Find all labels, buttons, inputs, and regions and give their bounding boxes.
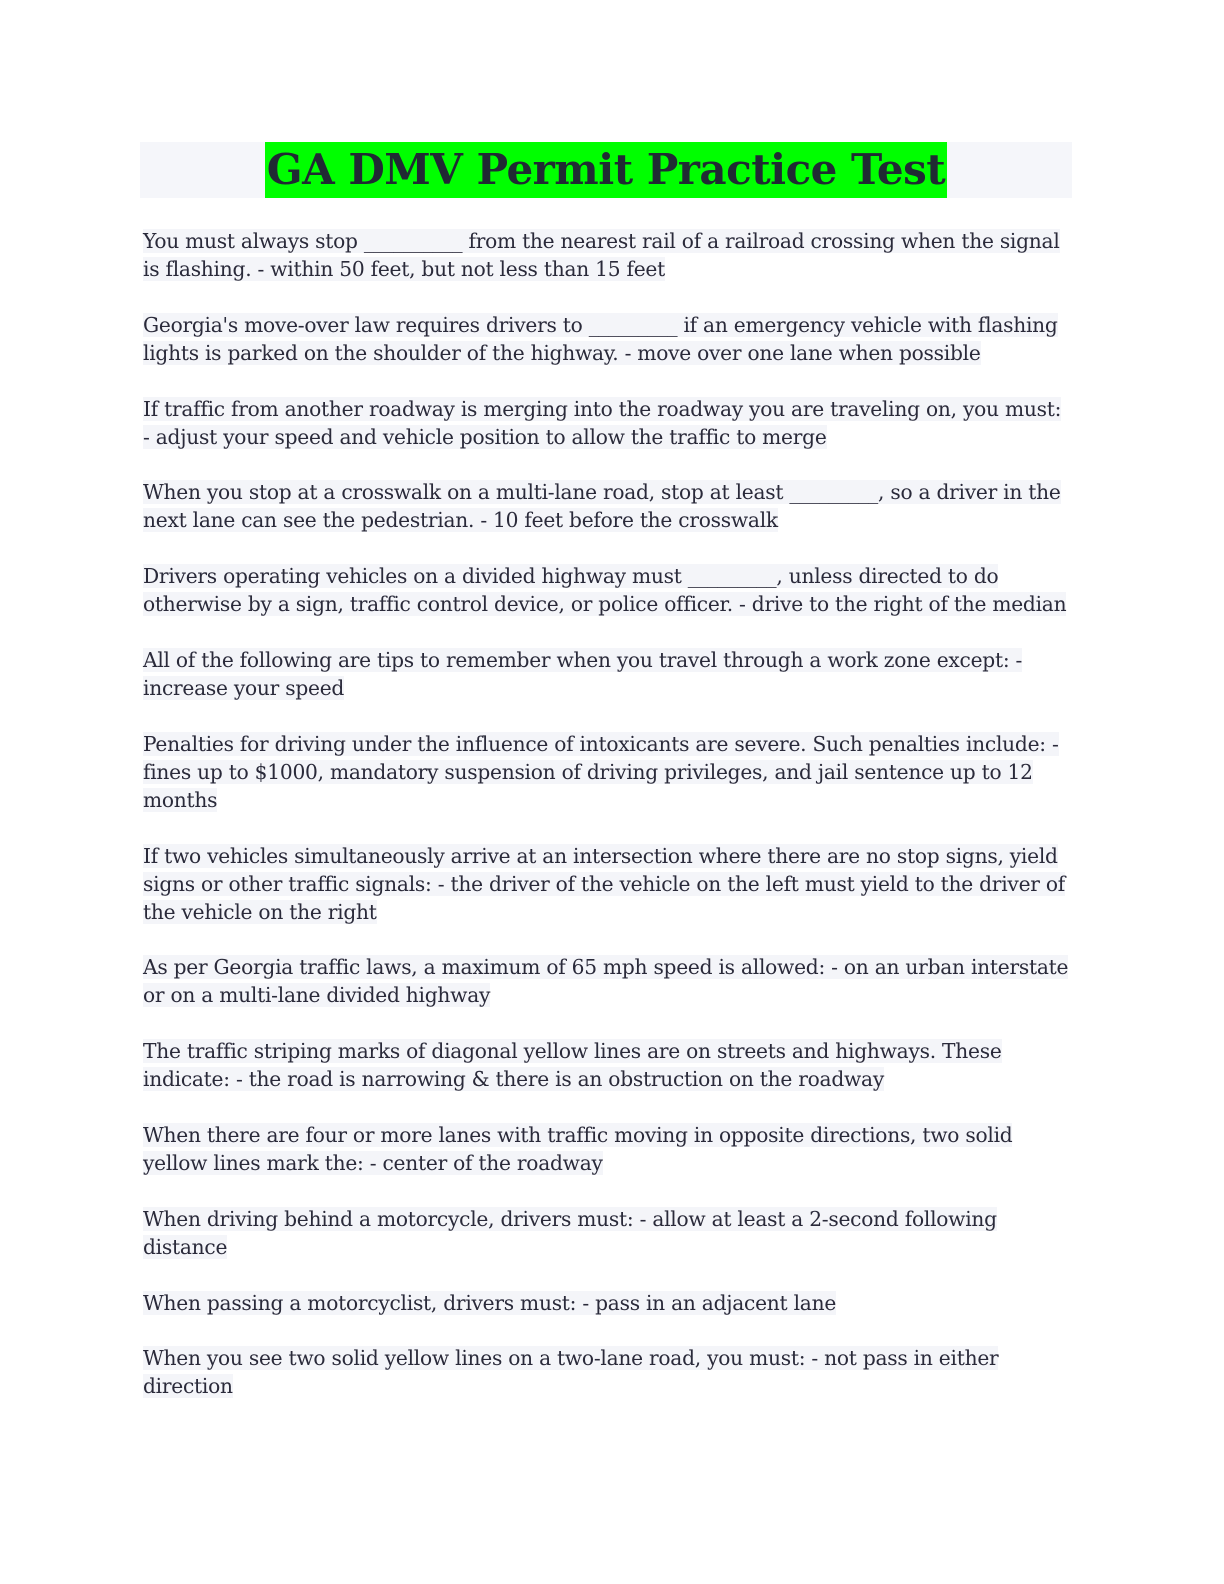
question-answer-item (143, 842, 1073, 926)
question-answer-text: When passing a motorcyclist, drivers must: - pass in an adjacent lane (143, 1290, 837, 1315)
question-answer-text: When you see two solid yellow lines on a two-lane road, you must: - not pass in either direction (143, 1346, 999, 1399)
question-answer-item (143, 395, 1073, 451)
question-answer-text: When there are four or more lanes with traffic moving in opposite directions, two solid yellow lines mark the: - center of the roadway (143, 1122, 1013, 1175)
page-title: GA DMV Permit Practice Test (265, 142, 947, 198)
question-answer-item (143, 953, 1073, 1009)
question-answer-item (143, 1289, 1073, 1317)
question-answer-text: The traffic striping marks of diagonal yellow lines are on streets and highways. These indicate: - the road is narrowing & there is an obstruction on the roadway (143, 1039, 1002, 1092)
question-answer-text: Drivers operating vehicles on a divided highway must _________, unless directed to do otherwise by a sign, traffic control device, or police officer. - drive to the right of the median (143, 564, 1067, 617)
question-answer-item (143, 646, 1073, 702)
question-answer-text: When you stop at a crosswalk on a multi-lane road, stop at least _________, so a driver in the next lane can see the pedestrian. - 10 feet before the crosswalk (143, 480, 1061, 533)
question-answer-item (143, 1344, 1073, 1400)
question-answer-text: Penalties for driving under the influence of intoxicants are severe. Such penalties include: - fines up to $1000, mandatory suspension of driving privileges, and jail sentence up to 12 months (143, 731, 1059, 812)
question-answer-item (143, 730, 1073, 814)
question-answer-item (143, 227, 1073, 283)
question-answer-item (143, 311, 1073, 367)
question-answer-text: You must always stop __________ from the nearest rail of a railroad crossing when the signal is flashing. - within 50 feet, but not less than 15 feet (143, 229, 1060, 281)
question-answer-text: All of the following are tips to remember when you travel through a work zone except: - increase your speed (143, 647, 1023, 700)
question-answer-list (143, 227, 1073, 1428)
question-answer-text: When driving behind a motorcycle, drivers must: - allow at least a 2-second following distance (143, 1206, 997, 1259)
question-answer-item (143, 478, 1073, 534)
question-answer-item (143, 1037, 1073, 1093)
question-answer-text: As per Georgia traffic laws, a maximum of 65 mph speed is allowed: - on an urban interstate or on a multi-lane divided highway (143, 955, 1069, 1008)
question-answer-text: If traffic from another roadway is merging into the roadway you are traveling on, you must: - adjust your speed and vehicle position to allow the traffic to merge (143, 396, 1062, 449)
title-bar (140, 142, 1072, 198)
question-answer-item (143, 562, 1073, 618)
question-answer-item (143, 1121, 1073, 1177)
question-answer-text: If two vehicles simultaneously arrive at an intersection where there are no stop signs, yield signs or other traffic signals: - the driver of the vehicle on the left must yield to the driver of the vehicle on the right (143, 843, 1065, 924)
question-answer-text: Georgia's move-over law requires drivers to _________ if an emergency vehicle with flashing lights is parked on the shoulder of the highway. - move over one lane when possible (143, 312, 1058, 365)
question-answer-item (143, 1205, 1073, 1261)
